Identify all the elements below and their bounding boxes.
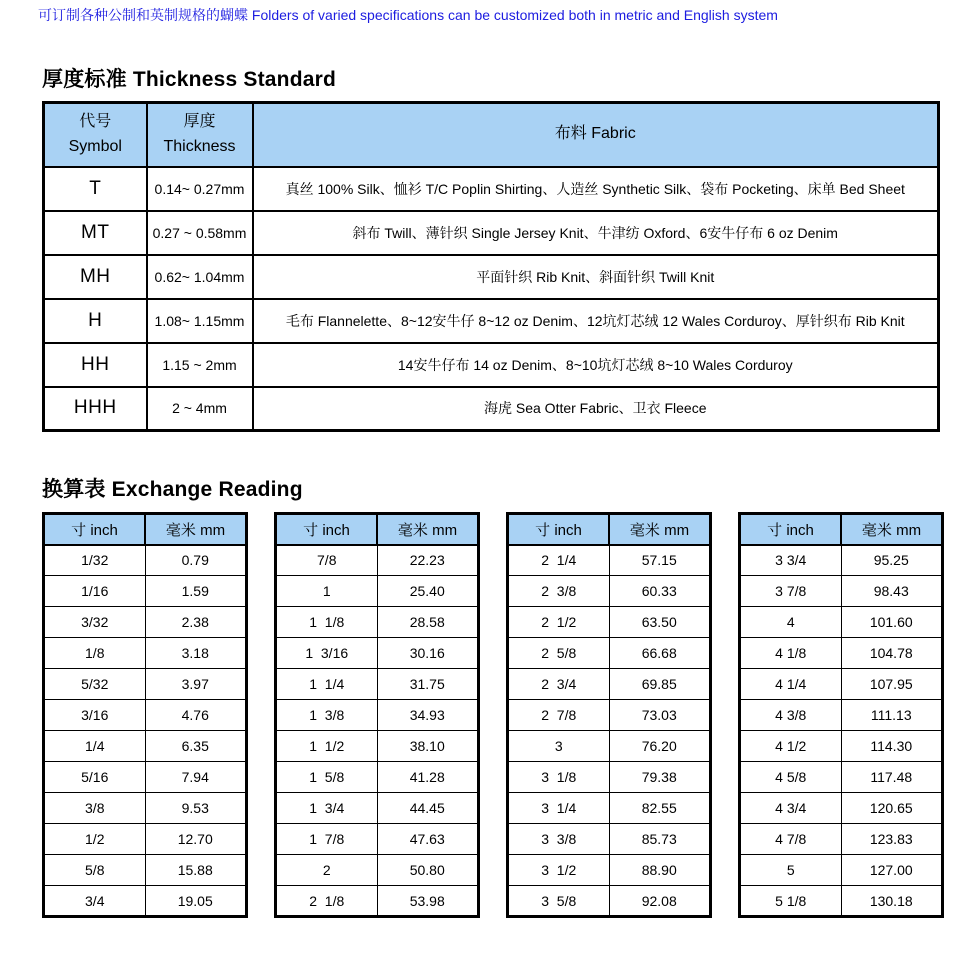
exchange-header-row [740, 514, 943, 545]
inch-cell: 4 3/4 [740, 793, 842, 824]
mm-cell: 41.28 [377, 762, 479, 793]
thickness-section-title: 厚度标准 Thickness Standard [42, 68, 336, 91]
symbol-cell: HH [44, 343, 147, 387]
inch-cell: 5/32 [44, 669, 146, 700]
exchange-table-4 [738, 512, 944, 918]
inch-cell: 5/16 [44, 762, 146, 793]
symbol-cell: T [44, 167, 147, 211]
table-row [44, 669, 247, 700]
table-row [740, 886, 943, 917]
column-header-mm: 毫米 mm [841, 514, 943, 545]
mm-cell: 123.83 [841, 824, 943, 855]
mm-cell: 12.70 [145, 824, 247, 855]
table-row [276, 669, 479, 700]
table-row [276, 824, 479, 855]
column-header-thickness-zh: 厚度 [183, 112, 216, 130]
exchange-header-row [508, 514, 711, 545]
mm-cell: 28.58 [377, 607, 479, 638]
mm-cell: 47.63 [377, 824, 479, 855]
inch-cell: 2 7/8 [508, 700, 610, 731]
mm-cell: 4.76 [145, 700, 247, 731]
fabric-cell: 海虎 Sea Otter Fabric、卫衣 Fleece [253, 387, 939, 431]
mm-cell: 66.68 [609, 638, 711, 669]
inch-cell: 1 1/2 [276, 731, 378, 762]
mm-cell: 1.59 [145, 576, 247, 607]
table-row [44, 762, 247, 793]
table-row [44, 167, 939, 211]
mm-cell: 73.03 [609, 700, 711, 731]
inch-cell: 1 5/8 [276, 762, 378, 793]
inch-cell: 4 3/8 [740, 700, 842, 731]
mm-cell: 19.05 [145, 886, 247, 917]
table-row [44, 255, 939, 299]
table-row [508, 793, 711, 824]
table-row [276, 576, 479, 607]
mm-cell: 44.45 [377, 793, 479, 824]
table-row [44, 299, 939, 343]
table-row [508, 700, 711, 731]
table-row [44, 855, 247, 886]
mm-cell: 82.55 [609, 793, 711, 824]
mm-cell: 85.73 [609, 824, 711, 855]
column-header-inch: 寸 inch [740, 514, 842, 545]
mm-cell: 120.65 [841, 793, 943, 824]
inch-cell: 3 1/4 [508, 793, 610, 824]
table-row [508, 576, 711, 607]
mm-cell: 79.38 [609, 762, 711, 793]
table-row [276, 731, 479, 762]
exchange-table-1 [42, 512, 248, 918]
inch-cell: 3 1/2 [508, 855, 610, 886]
inch-cell: 7/8 [276, 545, 378, 576]
table-row [276, 762, 479, 793]
exchange-table-2 [274, 512, 480, 918]
table-row [44, 607, 247, 638]
thickness-cell: 1.15 ~ 2mm [147, 343, 253, 387]
mm-cell: 88.90 [609, 855, 711, 886]
thickness-cell: 2 ~ 4mm [147, 387, 253, 431]
table-row [44, 886, 247, 917]
fabric-cell: 平面针织 Rib Knit、斜面针织 Twill Knit [253, 255, 939, 299]
mm-cell: 57.15 [609, 545, 711, 576]
table-row [740, 824, 943, 855]
inch-cell: 4 1/2 [740, 731, 842, 762]
mm-cell: 9.53 [145, 793, 247, 824]
table-row [276, 793, 479, 824]
inch-cell: 3 [508, 731, 610, 762]
mm-cell: 25.40 [377, 576, 479, 607]
exchange-section-title: 换算表 Exchange Reading [42, 478, 303, 501]
column-header-mm: 毫米 mm [145, 514, 247, 545]
inch-cell: 2 1/4 [508, 545, 610, 576]
inch-cell: 3 1/8 [508, 762, 610, 793]
mm-cell: 95.25 [841, 545, 943, 576]
table-row [508, 762, 711, 793]
table-row [508, 824, 711, 855]
table-row [44, 387, 939, 431]
column-header-inch: 寸 inch [276, 514, 378, 545]
inch-cell: 2 1/2 [508, 607, 610, 638]
inch-cell: 1 7/8 [276, 824, 378, 855]
column-header-symbol-en: Symbol [68, 137, 122, 155]
table-row [508, 669, 711, 700]
mm-cell: 60.33 [609, 576, 711, 607]
mm-cell: 101.60 [841, 607, 943, 638]
inch-cell: 5 [740, 855, 842, 886]
inch-cell: 1 3/8 [276, 700, 378, 731]
table-row [508, 886, 711, 917]
inch-cell: 3 3/4 [740, 545, 842, 576]
symbol-cell: MT [44, 211, 147, 255]
fabric-cell: 斜布 Twill、薄针织 Single Jersey Knit、牛津纺 Oxford、6安牛仔布 6 oz Denim [253, 211, 939, 255]
mm-cell: 0.79 [145, 545, 247, 576]
mm-cell: 6.35 [145, 731, 247, 762]
table-row [740, 762, 943, 793]
table-row [740, 731, 943, 762]
inch-cell: 3 5/8 [508, 886, 610, 917]
inch-cell: 4 [740, 607, 842, 638]
mm-cell: 38.10 [377, 731, 479, 762]
table-row [44, 545, 247, 576]
table-row [44, 343, 939, 387]
column-header-inch: 寸 inch [44, 514, 146, 545]
table-row [44, 824, 247, 855]
table-row [276, 607, 479, 638]
column-header-symbol [44, 103, 147, 167]
table-row [740, 545, 943, 576]
mm-cell: 3.97 [145, 669, 247, 700]
mm-cell: 127.00 [841, 855, 943, 886]
table-row [508, 607, 711, 638]
mm-cell: 22.23 [377, 545, 479, 576]
column-header-mm: 毫米 mm [377, 514, 479, 545]
table-row [740, 700, 943, 731]
column-header-mm: 毫米 mm [609, 514, 711, 545]
thickness-cell: 0.27 ~ 0.58mm [147, 211, 253, 255]
inch-cell: 5 1/8 [740, 886, 842, 917]
column-header-symbol-zh: 代号 [79, 112, 112, 130]
table-row [44, 700, 247, 731]
exchange-header-row [44, 514, 247, 545]
table-row [44, 638, 247, 669]
column-header-thickness [147, 103, 253, 167]
column-header-fabric: 布料 Fabric [253, 103, 939, 167]
mm-cell: 76.20 [609, 731, 711, 762]
mm-cell: 117.48 [841, 762, 943, 793]
column-header-inch: 寸 inch [508, 514, 610, 545]
mm-cell: 50.80 [377, 855, 479, 886]
inch-cell: 3/16 [44, 700, 146, 731]
exchange-tables [42, 512, 980, 918]
inch-cell: 3/32 [44, 607, 146, 638]
inch-cell: 1 [276, 576, 378, 607]
table-row [740, 576, 943, 607]
table-row [44, 731, 247, 762]
inch-cell: 1/4 [44, 731, 146, 762]
inch-cell: 4 5/8 [740, 762, 842, 793]
thickness-cell: 0.62~ 1.04mm [147, 255, 253, 299]
inch-cell: 1 3/16 [276, 638, 378, 669]
table-row [740, 669, 943, 700]
thickness-cell: 0.14~ 0.27mm [147, 167, 253, 211]
inch-cell: 4 1/4 [740, 669, 842, 700]
mm-cell: 114.30 [841, 731, 943, 762]
table-row [508, 545, 711, 576]
mm-cell: 3.18 [145, 638, 247, 669]
table-row [276, 638, 479, 669]
inch-cell: 1 3/4 [276, 793, 378, 824]
inch-cell: 2 5/8 [508, 638, 610, 669]
inch-cell: 1/16 [44, 576, 146, 607]
inch-cell: 3/8 [44, 793, 146, 824]
mm-cell: 31.75 [377, 669, 479, 700]
table-row [44, 793, 247, 824]
mm-cell: 34.93 [377, 700, 479, 731]
table-row [508, 731, 711, 762]
thickness-cell: 1.08~ 1.15mm [147, 299, 253, 343]
inch-cell: 1/32 [44, 545, 146, 576]
mm-cell: 92.08 [609, 886, 711, 917]
table-row [740, 638, 943, 669]
exchange-header-row [276, 514, 479, 545]
inch-cell: 5/8 [44, 855, 146, 886]
mm-cell: 7.94 [145, 762, 247, 793]
table-row [44, 211, 939, 255]
inch-cell: 3 3/8 [508, 824, 610, 855]
column-header-thickness-en: Thickness [163, 137, 236, 155]
table-row [276, 700, 479, 731]
table-row [44, 576, 247, 607]
inch-cell: 3 7/8 [740, 576, 842, 607]
table-row [276, 855, 479, 886]
exchange-table-3 [506, 512, 712, 918]
symbol-cell: H [44, 299, 147, 343]
inch-cell: 4 7/8 [740, 824, 842, 855]
table-row [276, 545, 479, 576]
table-row [740, 855, 943, 886]
mm-cell: 98.43 [841, 576, 943, 607]
fabric-cell: 毛布 Flannelette、8~12安牛仔 8~12 oz Denim、12坑灯芯绒 12 Wales Corduroy、厚针织布 Rib Knit [253, 299, 939, 343]
table-row [508, 855, 711, 886]
mm-cell: 63.50 [609, 607, 711, 638]
mm-cell: 69.85 [609, 669, 711, 700]
inch-cell: 2 [276, 855, 378, 886]
inch-cell: 1 1/8 [276, 607, 378, 638]
thickness-header-row [44, 103, 939, 167]
thickness-table [42, 101, 940, 432]
inch-cell: 2 3/8 [508, 576, 610, 607]
table-row [276, 886, 479, 917]
inch-cell: 1/2 [44, 824, 146, 855]
mm-cell: 104.78 [841, 638, 943, 669]
mm-cell: 53.98 [377, 886, 479, 917]
fabric-cell: 真丝 100% Silk、恤衫 T/C Poplin Shirting、人造丝 Synthetic Silk、袋布 Pocketing、床单 Bed Sheet [253, 167, 939, 211]
mm-cell: 111.13 [841, 700, 943, 731]
table-row [740, 607, 943, 638]
inch-cell: 2 3/4 [508, 669, 610, 700]
inch-cell: 3/4 [44, 886, 146, 917]
fabric-cell: 14安牛仔布 14 oz Denim、8~10坑灯芯绒 8~10 Wales Corduroy [253, 343, 939, 387]
inch-cell: 1/8 [44, 638, 146, 669]
symbol-cell: HHH [44, 387, 147, 431]
table-row [740, 793, 943, 824]
mm-cell: 15.88 [145, 855, 247, 886]
symbol-cell: MH [44, 255, 147, 299]
inch-cell: 4 1/8 [740, 638, 842, 669]
mm-cell: 130.18 [841, 886, 943, 917]
mm-cell: 107.95 [841, 669, 943, 700]
mm-cell: 30.16 [377, 638, 479, 669]
inch-cell: 2 1/8 [276, 886, 378, 917]
inch-cell: 1 1/4 [276, 669, 378, 700]
top-note: 可订制各种公制和英制规格的蝴蝶 Folders of varied specifications can be customized both in metric and English system [38, 7, 778, 23]
mm-cell: 2.38 [145, 607, 247, 638]
table-row [508, 638, 711, 669]
